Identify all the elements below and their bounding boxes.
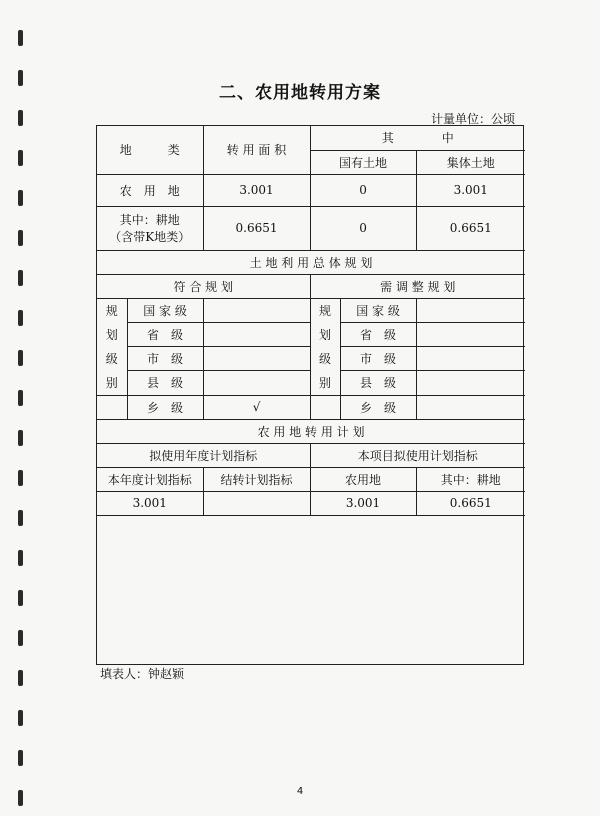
carryover-value — [203, 491, 310, 515]
farmland-value: 3.001 — [310, 491, 416, 515]
cultivated-header: 其中：耕地 — [416, 467, 525, 491]
row-state: 0 — [310, 206, 416, 250]
row-area: 0.6651 — [203, 206, 310, 250]
level-county: 县 级 — [340, 371, 416, 395]
adjust-mark — [416, 395, 525, 419]
row-area: 3.001 — [203, 174, 310, 206]
row-collective: 3.001 — [416, 174, 525, 206]
level-county: 县 级 — [127, 371, 203, 395]
annual-plan-header: 拟使用年度计划指标 — [97, 443, 310, 467]
table-row — [97, 206, 525, 250]
row-label-line1: 其中：耕地 — [119, 213, 180, 227]
level-provincial: 省 级 — [340, 322, 416, 346]
level-national: 国 家 级 — [127, 298, 203, 322]
carryover-quota-header: 结转计划指标 — [203, 467, 310, 491]
adjust-mark — [416, 347, 525, 371]
level-township: 乡 级 — [340, 395, 416, 419]
needs-adjust-header: 需 调 整 规 划 — [310, 274, 525, 298]
conform-mark — [203, 347, 310, 371]
project-plan-header: 本项目拟使用计划指标 — [310, 443, 525, 467]
conversion-table — [97, 126, 525, 516]
conversion-plan-title: 农 用 地 转 用 计 划 — [97, 419, 525, 443]
page-number: 4 — [296, 786, 304, 797]
page-title: 二、农用地转用方案 — [219, 83, 381, 103]
farmland-header: 农用地 — [310, 467, 416, 491]
conform-mark — [203, 322, 310, 346]
adjust-mark — [416, 371, 525, 395]
measurement-unit: 计量单位：公顷 — [430, 112, 515, 126]
level-provincial: 省 级 — [127, 322, 203, 346]
row-collective: 0.6651 — [416, 206, 525, 250]
filled-by: 填表人：钟赵颖 — [100, 667, 185, 681]
header-category: 地 类 — [97, 126, 203, 174]
row-label: 农 用 地 — [97, 174, 203, 206]
header-collective-land: 集体土地 — [416, 150, 525, 174]
header-of-which: 其 中 — [310, 126, 525, 150]
row-label-line2: （含带K地类） — [109, 230, 191, 244]
row-label — [97, 206, 203, 250]
land-plan-title: 土 地 利 用 总 体 规 划 — [97, 250, 525, 274]
conform-mark — [203, 298, 310, 322]
level-vertical-label-left: 规 划 级 别 — [97, 298, 127, 395]
adjust-mark — [416, 322, 525, 346]
cultivated-value: 0.6651 — [416, 491, 525, 515]
conforms-plan-header: 符 合 规 划 — [97, 274, 310, 298]
header-area: 转 用 面 积 — [203, 126, 310, 174]
table-row — [97, 174, 525, 206]
row-state: 0 — [310, 174, 416, 206]
level-city: 市 级 — [127, 347, 203, 371]
level-spacer — [97, 395, 127, 419]
level-vertical-label-right: 规 划 级 别 — [310, 298, 340, 395]
conform-mark: √ — [203, 395, 310, 419]
level-spacer — [310, 395, 340, 419]
conversion-form — [96, 125, 524, 665]
current-year-quota-header: 本年度计划指标 — [97, 467, 203, 491]
current-year-value: 3.001 — [97, 491, 203, 515]
level-city: 市 级 — [340, 347, 416, 371]
header-state-land: 国有土地 — [310, 150, 416, 174]
adjust-mark — [416, 298, 525, 322]
level-national: 国 家 级 — [340, 298, 416, 322]
level-township: 乡 级 — [127, 395, 203, 419]
binding-holes — [18, 30, 30, 800]
conform-mark — [203, 371, 310, 395]
